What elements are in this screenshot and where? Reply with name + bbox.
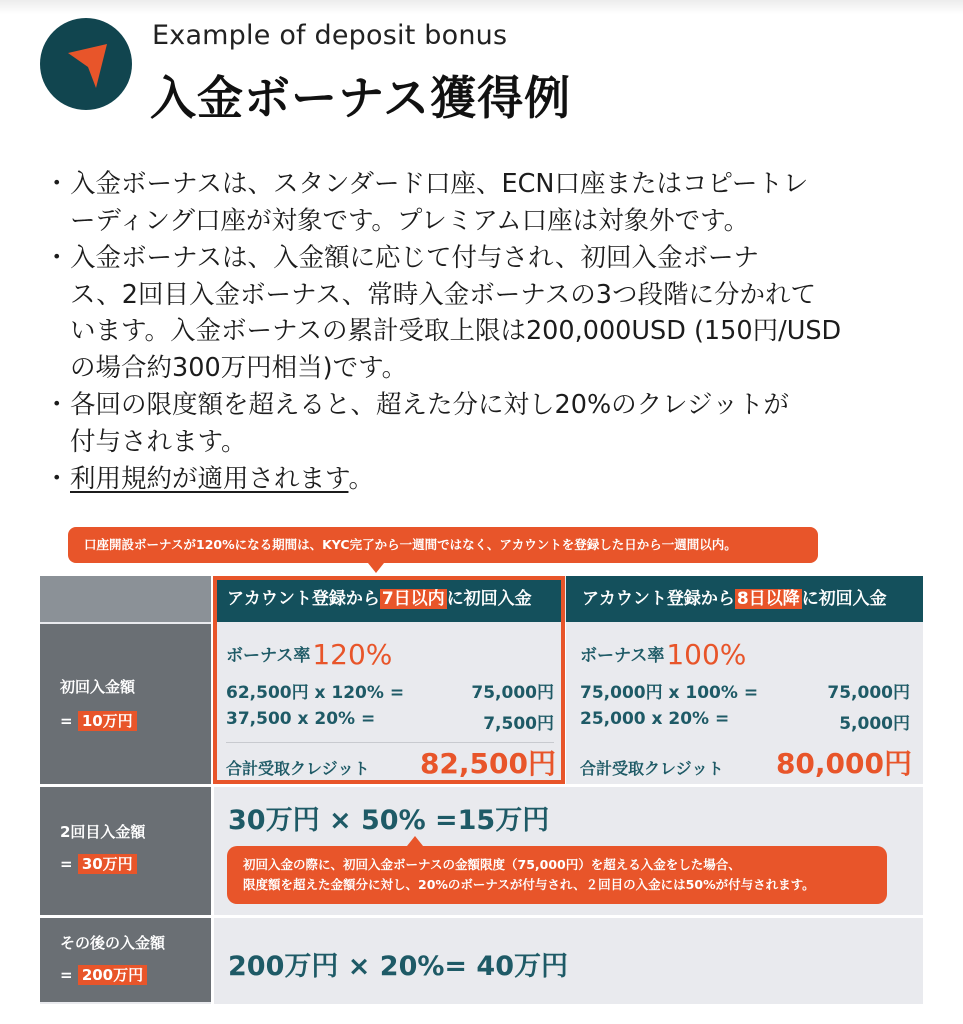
- rate-label: ボーナス率: [226, 646, 311, 666]
- callout-second-deposit-note: [227, 846, 887, 904]
- callout-registration-period: [68, 527, 818, 563]
- equals-sign: =: [60, 855, 73, 873]
- bonus-table: [40, 576, 923, 1004]
- row-label-first-deposit: [40, 624, 211, 784]
- header-text: アカウント登録から: [227, 589, 380, 609]
- amount-tag: 10万円: [78, 711, 137, 731]
- amount-tag: 200万円: [78, 965, 147, 985]
- equals-sign: =: [60, 966, 73, 984]
- bullet-item: [44, 166, 934, 239]
- calc-result: 5,000円: [839, 714, 910, 734]
- callout-tail: [368, 563, 384, 573]
- header-highlight: 8日以降: [736, 589, 800, 609]
- bullet-dot: ・: [44, 243, 70, 273]
- later-deposit-calc: 200万円 × 20%= 40万円: [228, 951, 569, 982]
- bullet-text: 入金ボーナスは、入金額に応じて付与され、初回入金ボーナ: [70, 243, 760, 273]
- rate-label: ボーナス率: [580, 646, 665, 666]
- calc-line: 62,500円 x 120% =: [226, 683, 405, 703]
- equals-sign: =: [60, 712, 73, 730]
- bullet-item: [44, 461, 934, 498]
- rate-value: 100%: [666, 638, 747, 671]
- row-label-text: 2回目入金額: [60, 823, 146, 841]
- row-label-second-deposit: [40, 787, 211, 915]
- column-header-after-8-days: [566, 576, 923, 622]
- highlight-box-within-7-days: [213, 576, 565, 784]
- arrow-pointer-icon: [40, 18, 132, 110]
- bonus-rate-b: [580, 638, 746, 671]
- bullet-dot: ・: [44, 390, 70, 420]
- total-label: 合計受取クレジット: [226, 759, 370, 778]
- callout-text: 初回入金の際に、初回入金ボーナスの金額限度（75,000円）を超える入金をした場合、: [243, 857, 741, 872]
- row-label-text: その後の入金額: [60, 934, 166, 952]
- calc-line: 25,000 x 20% =: [580, 709, 730, 729]
- calc-result: 75,000円: [471, 683, 554, 703]
- total-label: 合計受取クレジット: [580, 759, 724, 778]
- bullet-item: [44, 387, 934, 460]
- bullet-text: ーディング口座が対象です。プレミアム口座は対象外です。: [70, 205, 750, 236]
- table-head-blank: [40, 576, 211, 622]
- bullet-text: ス、2回目入金ボーナス、常時入金ボーナスの3つ段階に分かれて: [70, 279, 816, 310]
- rate-value: 120%: [312, 638, 393, 671]
- header-text: に初回入金: [801, 589, 887, 609]
- row-label-later-deposit: [40, 918, 211, 1002]
- header-text: に初回入金: [446, 589, 532, 609]
- calc-result: 75,000円: [827, 683, 910, 703]
- bullet-dot: ・: [44, 169, 70, 199]
- bullet-list: [44, 166, 934, 499]
- bullet-text: 付与されます。: [70, 426, 247, 457]
- row-label-text: 初回入金額: [60, 678, 136, 696]
- amount-tag: 30万円: [78, 854, 137, 874]
- callout-text: 口座開設ボーナスが120%になる期間は、KYC完了から一週間ではなく、アカウントを登録した日から一週間以内。: [84, 537, 737, 552]
- bullet-text: 。: [348, 464, 374, 494]
- total-value: 80,000円: [775, 747, 912, 780]
- page-title: 入金ボーナス獲得例: [150, 71, 572, 125]
- bullet-text: 各回の限度額を超えると、超えた分に対し20%のクレジットが: [70, 390, 790, 420]
- bullet-text: います。入金ボーナスの累計受取上限は200,000USD (150円/USD: [70, 316, 842, 346]
- terms-link[interactable]: 利用規約が適用されます: [70, 464, 349, 494]
- divider: [40, 915, 923, 918]
- second-deposit-calc: 30万円 × 50% =15万円: [228, 805, 550, 836]
- total-value: 82,500円: [419, 747, 556, 780]
- bullet-text: の場合約300万円相当)です。: [70, 352, 408, 383]
- callout-tail: [407, 836, 423, 846]
- bullet-item: [44, 240, 934, 386]
- calc-line: 75,000円 x 100% =: [580, 683, 759, 703]
- page-subtitle: Example of deposit bonus: [152, 20, 508, 51]
- header-text: アカウント登録から: [582, 589, 735, 609]
- callout-text: 限度額を超えた金額分に対し、20%のボーナスが付与され、２回目の入金には50%が付与されます。: [243, 877, 815, 892]
- bullet-dot: ・: [44, 464, 70, 494]
- divider: [40, 784, 923, 787]
- top-shadow: [0, 0, 963, 14]
- calc-line: 37,500 x 20% =: [226, 709, 376, 729]
- calc-result: 7,500円: [483, 714, 554, 734]
- header-highlight: 7日以内: [381, 589, 445, 609]
- bullet-text: 入金ボーナスは、スタンダード口座、ECN口座またはコピートレ: [70, 169, 809, 199]
- logo: [40, 18, 132, 110]
